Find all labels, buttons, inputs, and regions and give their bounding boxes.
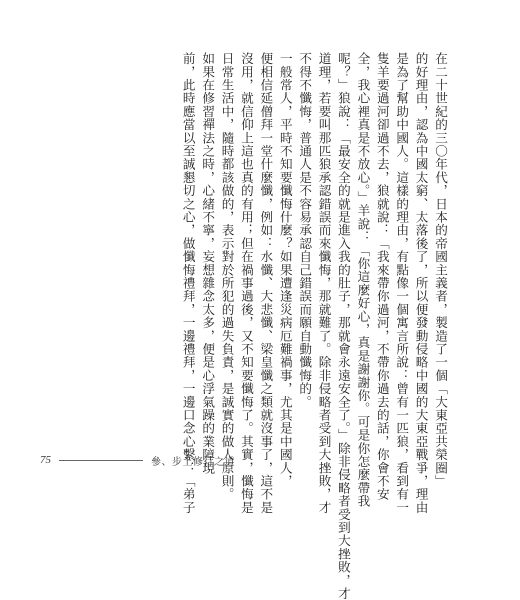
text-line: 便相信延僧拜一堂什麼懺，例如：水懺、大悲懺、梁皇懺之類就沒事了，這不是 — [258, 52, 274, 514]
running-head: 參、步上修行之道 — [151, 456, 235, 468]
text-line: 道理，若要叫那匹狼承認錯誤而來懺悔，那就難了。除非侵略者受到大挫敗，才 — [316, 52, 332, 514]
text-line: 全，我心裡真是不放心。」羊說：「你這麼好心，真是謝謝你。可是你怎麼帶我 — [355, 52, 371, 508]
text-line: 隻羊要過河卻過不去，狼就說：「我來帶你過河，不帶你過去的話，你會不安 — [374, 52, 390, 501]
text-line: 呢？」狼說：「最安全的就是進入我的肚子，那就會永遠安全了。」除非侵略者受到大挫敗，才 — [335, 52, 351, 600]
text-line: 如果在修習禪法之時，心緒不寧，妄想雜念太多，便是心浮氣躁的業障現 — [200, 52, 216, 475]
text-line: 是為了幫助中國人。這樣的理由，有點像一個寓言所說：曾有一匹狼，看到有一 — [394, 52, 410, 514]
text-line: 日常生活中，隨時都該做的，表示對於所犯的過失負責，是誠實的做人原則。 — [219, 52, 235, 501]
text-line: 不得不懺悔，普通人是不容易承認自己錯誤而願自動懺悔的。 — [297, 52, 313, 409]
text-line: 前，此時應當以至誠懇切之心，做懺悔禮拜，一邊禮拜，一邊口念心繫：「弟子 — [180, 52, 196, 514]
text-line: 沒用，就信仰上這也真的有用；但在禍事過後，又不知要懺悔了。其實，懺悔是 — [238, 52, 254, 514]
page-footer — [40, 453, 235, 467]
text-line: 的好理由，認為中國太窮、太落後了，所以便發動侵略中國的大東亞戰爭，理由 — [413, 52, 429, 514]
footer-rule — [59, 460, 143, 461]
text-line: 一般常人，平時不知要懺悔什麼？如果遭逢災病厄難禍事，尤其是中國人， — [277, 52, 293, 488]
page-number: 75 — [40, 454, 51, 466]
text-line: 在二十世紀的三〇年代，日本的帝國主義者，製造了一個「大東亞共榮圈」 — [433, 52, 448, 488]
